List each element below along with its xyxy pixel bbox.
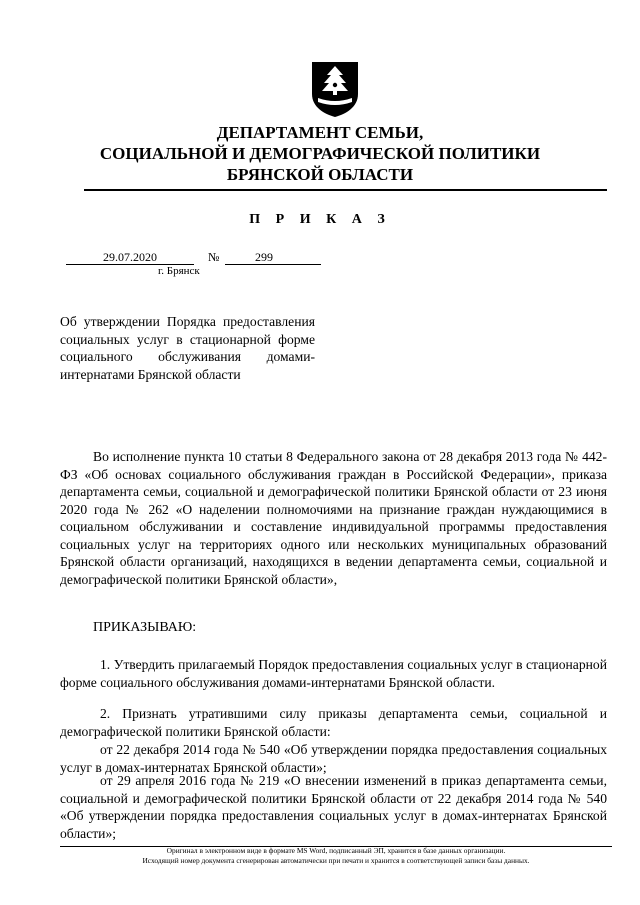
order-number: 299 bbox=[255, 250, 273, 264]
organization-name-line-2: СОЦИАЛЬНОЙ И ДЕМОГРАФИЧЕСКОЙ ПОЛИТИКИ bbox=[99, 144, 541, 163]
order-city: г. Брянск bbox=[158, 265, 200, 277]
order-item-1: 1. Утвердить прилагаемый Порядок предоставления социальных услуг в стационарной форме социального обслуживания домами-интернатами Брянской области. bbox=[60, 657, 607, 690]
order-subject: Об утверждении Порядка предоставления социальных услуг в стационарной форме социального обслуживания домами-интернатами Брянской области bbox=[60, 314, 315, 382]
order-item-2a: от 22 декабря 2014 года № 540 «Об утверждении порядка предоставления социальных услуг в домах-интернатах Брянской области»; bbox=[60, 742, 607, 775]
footer-note-2: Исходящий номер документа сгенерирован автоматически при печати и хранится в соответствующей записи базы данных. bbox=[142, 856, 530, 865]
order-item-2: 2. Признать утратившими силу приказы департамента семьи, социальной и демографической политики Брянской области: bbox=[60, 706, 607, 739]
order-word: ПРИКАЗЫВАЮ: bbox=[93, 620, 197, 635]
number-sign: № bbox=[208, 250, 220, 264]
order-number-field bbox=[225, 250, 321, 265]
organization-name-line-1: ДЕПАРТАМЕНТ СЕМЬИ, bbox=[216, 123, 424, 142]
order-item-2b: от 29 апреля 2016 года № 219 «О внесении изменений в приказ департамента семьи, социальной и демографической политики Брянской области от 22 декабря 2014 года № 540 «Об утверждении порядка предоставления социальных услуг в домах-интернатах Брянской области»; bbox=[60, 773, 607, 841]
order-date-field bbox=[66, 250, 194, 265]
document-type-title: П Р И К А З bbox=[249, 212, 391, 227]
header-divider bbox=[84, 189, 607, 191]
footer-note-1: Оригинал в электронном виде в формате MS Word, подписанный ЭП, хранится в базе данных организации. bbox=[166, 846, 506, 855]
organization-name-line-3: БРЯНСКОЙ ОБЛАСТИ bbox=[226, 165, 414, 184]
preamble-paragraph: Во исполнение пункта 10 статьи 8 Федерального закона от 28 декабря 2013 года № 442-ФЗ «Об основах социального обслуживания граждан в Российской Федерации», приказа департамента семьи, социальной и демографической политики Брянской области от 23 июня 2020 года № 262 «О наделении полномочиями на признание граждан нуждающимися в социальном обслуживании и составление индивидуальной программы предоставления социальных услуг на территориях одного или нескольких муниципальных образований Брянской области организаций, находящихся в ведении департамента семьи, социальной и демографической политики Брянской области», bbox=[60, 449, 607, 587]
order-date: 29.07.2020 bbox=[103, 250, 157, 264]
bryansk-coat-of-arms-icon bbox=[310, 60, 360, 118]
